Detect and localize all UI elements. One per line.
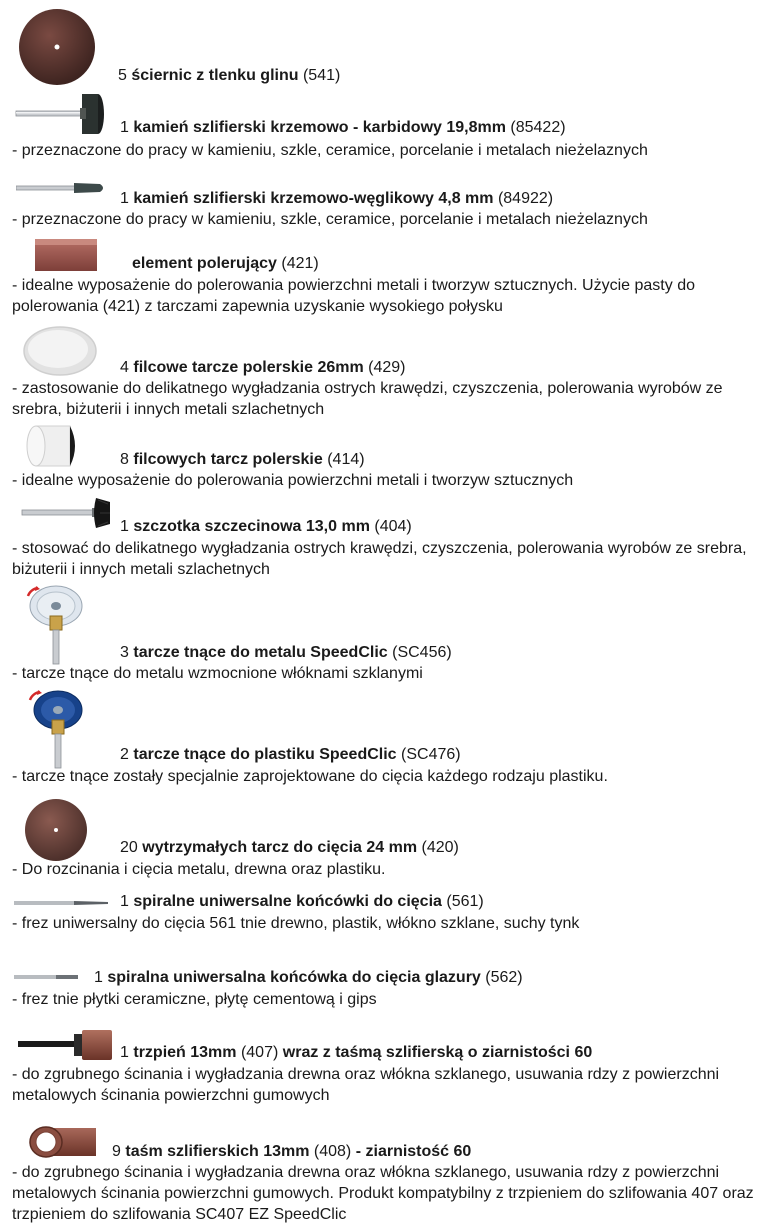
product-title: 1 spiralna uniwersalna końcówka do cięcia glazury (562) <box>94 969 523 986</box>
product-title: element polerujący (421) <box>132 255 319 272</box>
product-description: - stosować do delikatnego wygładzania ostrych krawędzi, czyszczenia, polerowania wyrobów ze srebra, biżuterii i innych metali szlachetnych <box>12 540 747 578</box>
felt-polishing-tip-icon <box>26 424 82 468</box>
tile-cutting-bit-icon <box>14 972 80 982</box>
product-title: 1 szczotka szczecinowa 13,0 mm (404) <box>120 518 412 535</box>
product-description: - idealne wyposażenie do polerowania powierzchni metali i tworzyw sztucznych. Użycie pasty do polerowania (421) z tarczami zapewnia uzyskanie wysokiego połysku <box>12 277 695 315</box>
cut-off-wheel-icon <box>24 798 88 862</box>
sanding-drum-mandrel-icon <box>18 1028 114 1062</box>
product-description: - frez tnie płytki ceramiczne, płytę cementową i gips <box>12 991 377 1008</box>
product-description: - zastosowanie do delikatnego wygładzania ostrych krawędzi, czyszczenia, polerowania wyrobów ze srebra, biżuterii i innych metali szlachetnych <box>12 380 723 418</box>
polishing-compound-icon <box>34 238 98 272</box>
speedclic-plastic-cutting-wheel-icon <box>20 688 84 770</box>
product-description: - tarcze tnące do metalu wzmocnione włóknami szklanymi <box>12 665 423 682</box>
product-description: - tarcze tnące zostały specjalnie zaprojektowane do cięcia każdego rodzaju plastiku. <box>12 768 608 785</box>
product-title: 9 taśm szlifierskich 13mm (408) - ziarnistość 60 <box>112 1143 472 1160</box>
product-title: 8 filcowych tarcz polerskie (414) <box>120 451 365 468</box>
product-description: - Do rozcinania i cięcia metalu, drewna oraz plastiku. <box>12 861 386 878</box>
product-title: 5 ściernic z tlenku glinu (541) <box>118 67 341 84</box>
aluminium-oxide-disc-icon <box>18 8 96 86</box>
product-description: - przeznaczone do pracy w kamieniu, szkle, ceramice, porcelanie i metalach nieżelaznych <box>12 142 648 159</box>
product-description: - do zgrubnego ścinania i wygładzania drewna oraz włókna szklanego, usuwania rdzy z powierzchni metalowych ścinania powierzchni gumowych <box>12 1066 720 1104</box>
product-title: 1 trzpień 13mm (407) wraz z taśmą szlifierską o ziarnistości 60 <box>120 1044 593 1061</box>
product-description: - przeznaczone do pracy w kamieniu, szkle, ceramice, porcelanie i metalach nieżelaznych <box>12 211 648 228</box>
product-title: 3 tarcze tnące do metalu SpeedClic (SC456) <box>120 644 452 661</box>
product-description: - frez uniwersalny do cięcia 561 tnie drewno, plastik, włókno szklane, suchy tynk <box>12 915 580 932</box>
product-title: 4 filcowe tarcze polerskie 26mm (429) <box>120 359 406 376</box>
product-description: - idealne wyposażenie do polerowania powierzchni metali i tworzyw sztucznych <box>12 472 574 489</box>
product-title: 1 spiralne uniwersalne końcówki do cięcia (561) <box>120 893 484 910</box>
product-title: 20 wytrzymałych tarcz do cięcia 24 mm (420) <box>120 839 459 856</box>
product-title: 2 tarcze tnące do plastiku SpeedClic (SC476) <box>120 746 461 763</box>
speedclic-metal-cutting-wheel-icon <box>18 584 84 666</box>
product-description: - do zgrubnego ścinania i wygładzania drewna oraz włókna szklanego, usuwania rdzy z powierzchni metalowych ścinania powierzchni gumowych. Produkt kompatybilny z trzpieniem do szlifowania 407 oraz trzpieniem do szlifowania SC407 EZ SpeedClic <box>12 1164 754 1223</box>
product-title: 1 kamień szlifierski krzemowo-węglikowy 4,8 mm (84922) <box>120 190 554 207</box>
sanding-band-icon <box>26 1124 98 1160</box>
silicon-carbide-stone-4mm-icon <box>16 178 106 198</box>
spiral-cutting-bit-icon <box>14 898 110 908</box>
bristle-brush-icon <box>20 494 112 532</box>
felt-polishing-wheel-icon <box>22 326 98 376</box>
product-title: 1 kamień szlifierski krzemowo - karbidowy 19,8mm (85422) <box>120 119 566 136</box>
silicon-carbide-stone-19mm-icon <box>14 92 104 136</box>
